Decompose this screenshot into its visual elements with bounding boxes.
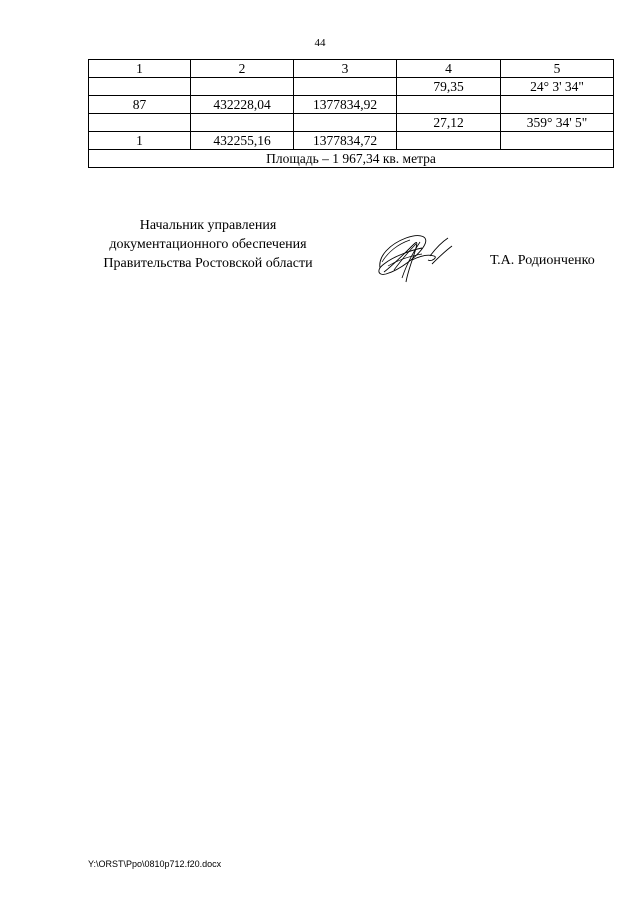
header-cell: 3 bbox=[294, 60, 397, 78]
header-cell: 5 bbox=[501, 60, 614, 78]
signatory-title-line: документационного обеспечения bbox=[109, 237, 307, 252]
signatory-name: Т.А. Родионченко bbox=[490, 253, 595, 268]
point-cell: 1 bbox=[89, 132, 191, 150]
area-cell: Площадь – 1 967,34 кв. метра bbox=[89, 150, 614, 168]
handwritten-signature bbox=[372, 226, 462, 286]
length-cell: 27,12 bbox=[397, 114, 501, 132]
signatory-title bbox=[88, 216, 328, 273]
header-cell: 1 bbox=[89, 60, 191, 78]
x-cell: 432228,04 bbox=[191, 96, 294, 114]
length-cell bbox=[397, 96, 501, 114]
y-cell bbox=[294, 114, 397, 132]
angle-cell: 24° 3' 34" bbox=[501, 78, 614, 96]
area-row bbox=[89, 150, 614, 168]
table-row bbox=[89, 96, 614, 114]
point-cell bbox=[89, 78, 191, 96]
header-cell: 2 bbox=[191, 60, 294, 78]
file-path: Y:\ORST\Ppo\0810p712.f20.docx bbox=[88, 859, 222, 869]
table-row bbox=[89, 78, 614, 96]
header-cell: 4 bbox=[397, 60, 501, 78]
coordinates-table bbox=[88, 59, 614, 168]
signatory-title-line: Правительства Ростовской области bbox=[103, 256, 313, 271]
y-cell: 1377834,92 bbox=[294, 96, 397, 114]
angle-cell: 359° 34' 5" bbox=[501, 114, 614, 132]
length-cell bbox=[397, 132, 501, 150]
table-row bbox=[89, 132, 614, 150]
angle-cell bbox=[501, 132, 614, 150]
x-cell: 432255,16 bbox=[191, 132, 294, 150]
page-number: 44 bbox=[314, 37, 326, 49]
table-row bbox=[89, 114, 614, 132]
y-cell bbox=[294, 78, 397, 96]
angle-cell bbox=[501, 96, 614, 114]
point-cell: 87 bbox=[89, 96, 191, 114]
x-cell bbox=[191, 114, 294, 132]
signatory-title-line: Начальник управления bbox=[139, 218, 277, 233]
table-header-row bbox=[89, 60, 614, 78]
x-cell bbox=[191, 78, 294, 96]
point-cell bbox=[89, 114, 191, 132]
length-cell: 79,35 bbox=[397, 78, 501, 96]
y-cell: 1377834,72 bbox=[294, 132, 397, 150]
